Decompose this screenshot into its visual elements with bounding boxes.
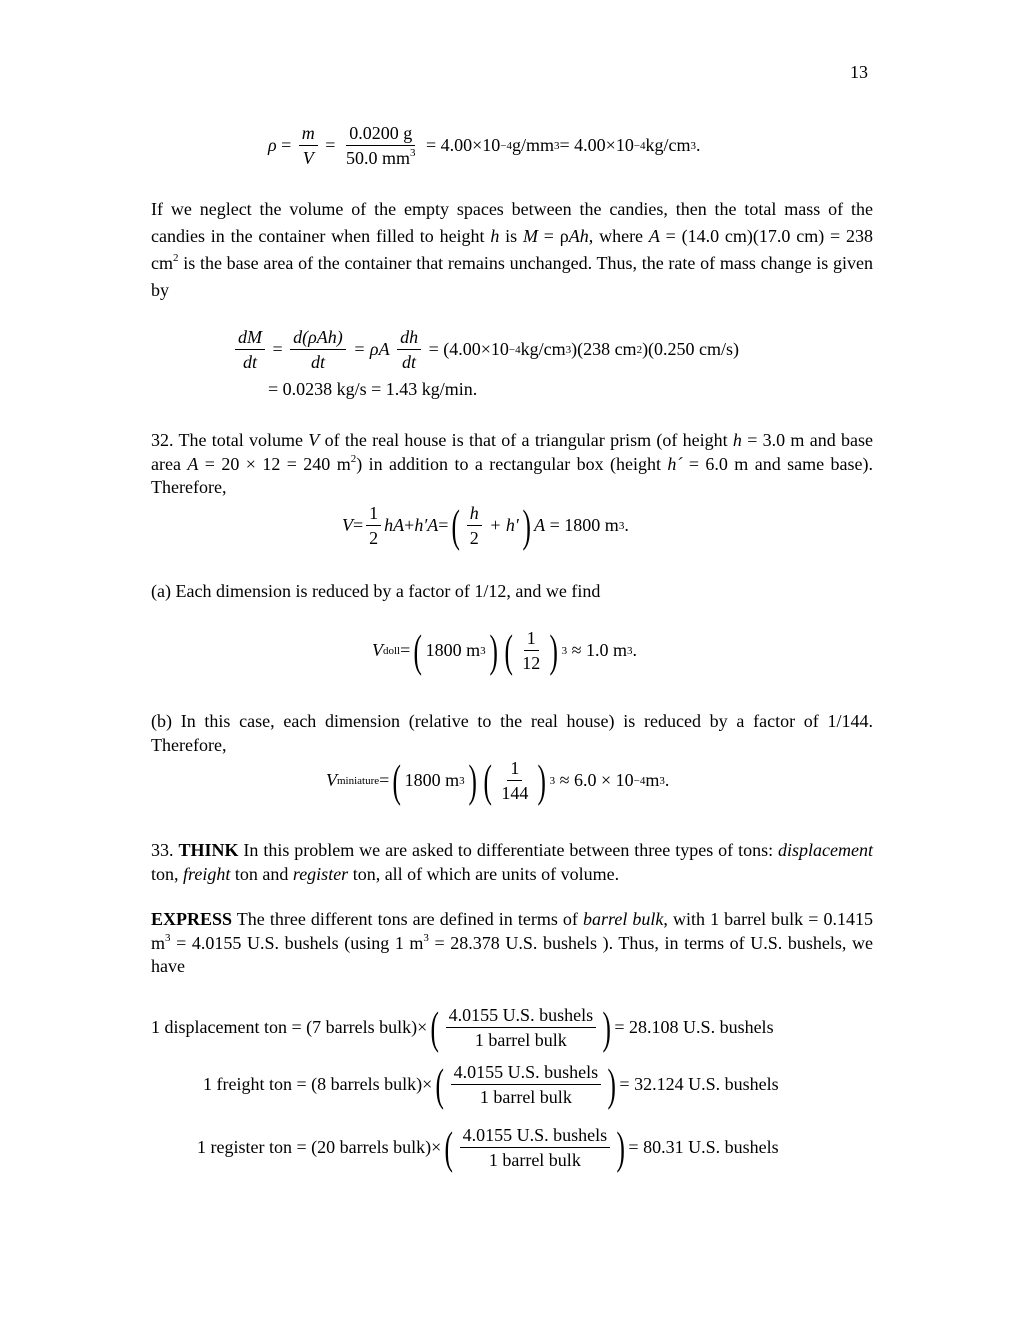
- express-text: EXPRESS The three different tons are defined in terms of barrel bulk, with 1 barrel bulk = 0.1415 $m^3 = 4.0155$ U.S. bushels (using 1 $m^3 = 28.378$ U.S. bushels ). Thus, in terms of U.S. bushels, we have: [151, 909, 873, 976]
- miniature-volume-equation: V miniature = ( 1800 m 3 ) ( $\frac{1}{144}$ ) 3 ≈ 6.0 × 10 −4 m 3 .: [326, 754, 670, 806]
- volume-equation: V = $\frac{1}{2}$ hA + h′A = ( $\frac{h}{2}$ + h′ ) A = 1800 m 3 .: [342, 499, 629, 551]
- register-ton-equation: 1 register ton = (20 barrels bulk)× ( $\frac{\text{4.0155 U.S. bushels}}{\text{1 barrel bulk}}$ ) = 80.31 U.S. bushels: [197, 1121, 779, 1173]
- problem-32-text: 32. The total volume V of the real house is that of a triangular prism (of height h = 3.0 m and base area A = 20 × 12 = 240 $m^2$) in addition to a rectangular box (height h´ = 6.0 m and same base). Therefore,: [151, 430, 873, 497]
- m-over-v: $\frac{m}{V}$: [299, 122, 318, 169]
- part-b-text: (b) In this case, each dimension (relative to the real house) is reduced by a factor of 1/144. Therefore,: [151, 711, 873, 755]
- part-a-text: (a) Each dimension is reduced by a factor of 1/12, and we find: [151, 581, 601, 601]
- page-number: 13: [850, 62, 868, 82]
- density-equation: ρ = $\frac{m}{V}$ = $\frac{0.0200 g}{50.0 mm^3}$ = 4.00×10 −4 g/mm 3 = 4.00×10 −4 kg/cm 3 .: [268, 123, 701, 168]
- doll-volume-equation: V doll = ( 1800 m 3 ) ( $\frac{1}{12}$ ) 3 ≈ 1.0 m 3 .: [372, 624, 637, 676]
- displacement-ton-equation: 1 displacement ton = (7 barrels bulk)× ( $\frac{\text{4.0155 U.S. bushels}}{\text{1 barrel bulk}}$ ) = 28.108 U.S. bushels: [151, 1001, 774, 1053]
- freight-ton-equation: 1 freight ton = (8 barrels bulk)× ( $\frac{\text{4.0155 U.S. bushels}}{\text{1 barrel bulk}}$ ) = 32.124 U.S. bushels: [203, 1058, 779, 1110]
- rho-symbol: ρ: [268, 135, 277, 155]
- problem-33-text: 33. THINK In this problem we are asked to differentiate between three types of tons: displacement ton, freight ton and register ton, all of which are units of volume.: [151, 840, 873, 884]
- rate-equation: $\frac{dM}{dt}$ = $\frac{\text{d(ρAh)}}{dt}$ = ρA $\frac{dh}{dt}$ = (4.00×10 −4 kg/cm 3 )(238 cm 2 )(0.250 cm/s): [232, 326, 739, 373]
- paragraph-mass: If we neglect the volume of the empty spaces between the candies, then the total mass of the candies in the container when filled to height h is M = ρAh, where A = (14.0 cm)(17.0 cm) = 238 $cm^2$ is the base area of the container that remains unchanged. Thus, the rate of mass change is given by: [151, 199, 873, 300]
- density-fraction: $\frac{0.0200 g}{50.0 mm^3}$: [345, 123, 416, 168]
- rate-result: = 0.0238 kg/s = 1.43 kg/min.: [268, 379, 478, 399]
